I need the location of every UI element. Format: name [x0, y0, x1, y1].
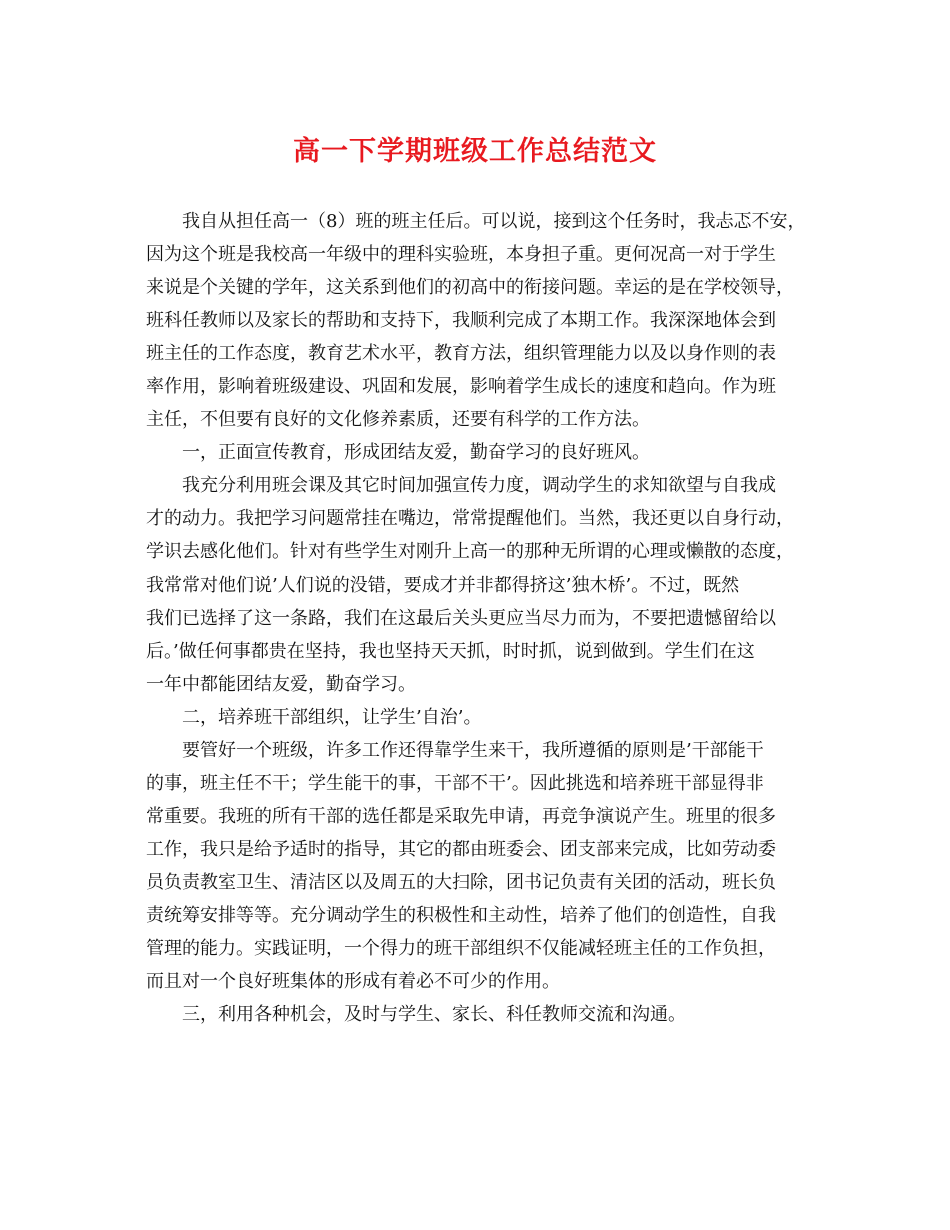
text-line: 学识去感化他们。针对有些学生对刚升上高一的那种无所谓的心理或懒散的态度， — [146, 541, 794, 563]
text-line: 三，利用各种机会，及时与学生、家长、科任教师交流和沟通。 — [182, 1004, 686, 1026]
text-line: 后。’做任何事都贵在坚持，我也坚持天天抓，时时抓，说到做到。学生们在这 — [146, 640, 755, 662]
text-line: 班主任的工作态度，教育艺术水平，教育方法，组织管理能力以及以身作则的表 — [146, 343, 776, 365]
text-line: 主任，不但要有良好的文化修养素质，还要有科学的工作方法。 — [146, 409, 650, 431]
document-body — [146, 205, 806, 1031]
text-line: 班科任教师以及家长的帮助和支持下，我顺利完成了本期工作。我深深地体会到 — [146, 310, 776, 332]
text-line: 我常常对他们说’人们说的没错，要成才并非都得挤这’独木桥’。不过，既然 — [146, 574, 740, 596]
text-line: 管理的能力。实践证明，一个得力的班干部组织不仅能减轻班主任的工作负担， — [146, 938, 776, 960]
text-line: 要管好一个班级，许多工作还得靠学生来干，我所遵循的原则是’干部能干 — [182, 739, 764, 761]
text-line: 因为这个班是我校高一年级中的理科实验班，本身担子重。更何况高一对于学生 — [146, 244, 776, 266]
text-line: 责统筹安排等等。充分调动学生的积极性和主动性，培养了他们的创造性，自我 — [146, 904, 776, 926]
text-line: 工作，我只是给予适时的指导，其它的都由班委会、团支部来完成，比如劳动委 — [146, 838, 776, 860]
text-line: 我充分利用班会课及其它时间加强宣传力度，调动学生的求知欲望与自我成 — [182, 475, 776, 497]
text-line: 一，正面宣传教育，形成团结友爱，勤奋学习的良好班风。 — [182, 442, 650, 464]
text-line: 一年中都能团结友爱，勤奋学习。 — [146, 673, 416, 695]
text-line: 来说是个关键的学年，这关系到他们的初高中的衔接问题。幸运的是在学校领导， — [146, 277, 794, 299]
text-line: 我们已选择了这一条路，我们在这最后关头更应当尽力而为，不要把遗憾留给以 — [146, 607, 776, 629]
text-line: 才的动力。我把学习问题常挂在嘴边，常常提醒他们。当然，我还更以自身行动， — [146, 508, 794, 530]
text-line: 我自从担任高一（8）班的班主任后。可以说，接到这个任务时，我忐忑不安， — [182, 211, 806, 232]
document-title: 高一下学期班级工作总结范文 — [293, 136, 657, 167]
text-line: 率作用，影响着班级建设、巩固和发展，影响着学生成长的速度和趋向。作为班 — [146, 376, 776, 398]
text-line: 员负责教室卫生、清洁区以及周五的大扫除，团书记负责有关团的活动，班长负 — [146, 871, 776, 893]
text-line: 二，培养班干部组织，让学生’自治’。 — [182, 706, 482, 728]
text-line: 而且对一个良好班集体的形成有着必不可少的作用。 — [146, 971, 560, 993]
text-line: 常重要。我班的所有干部的选任都是采取先申请，再竞争演说产生。班里的很多 — [146, 805, 776, 827]
text-line: 的事，班主任不干；学生能干的事，干部不干’。因此挑选和培养班干部显得非 — [146, 772, 764, 794]
